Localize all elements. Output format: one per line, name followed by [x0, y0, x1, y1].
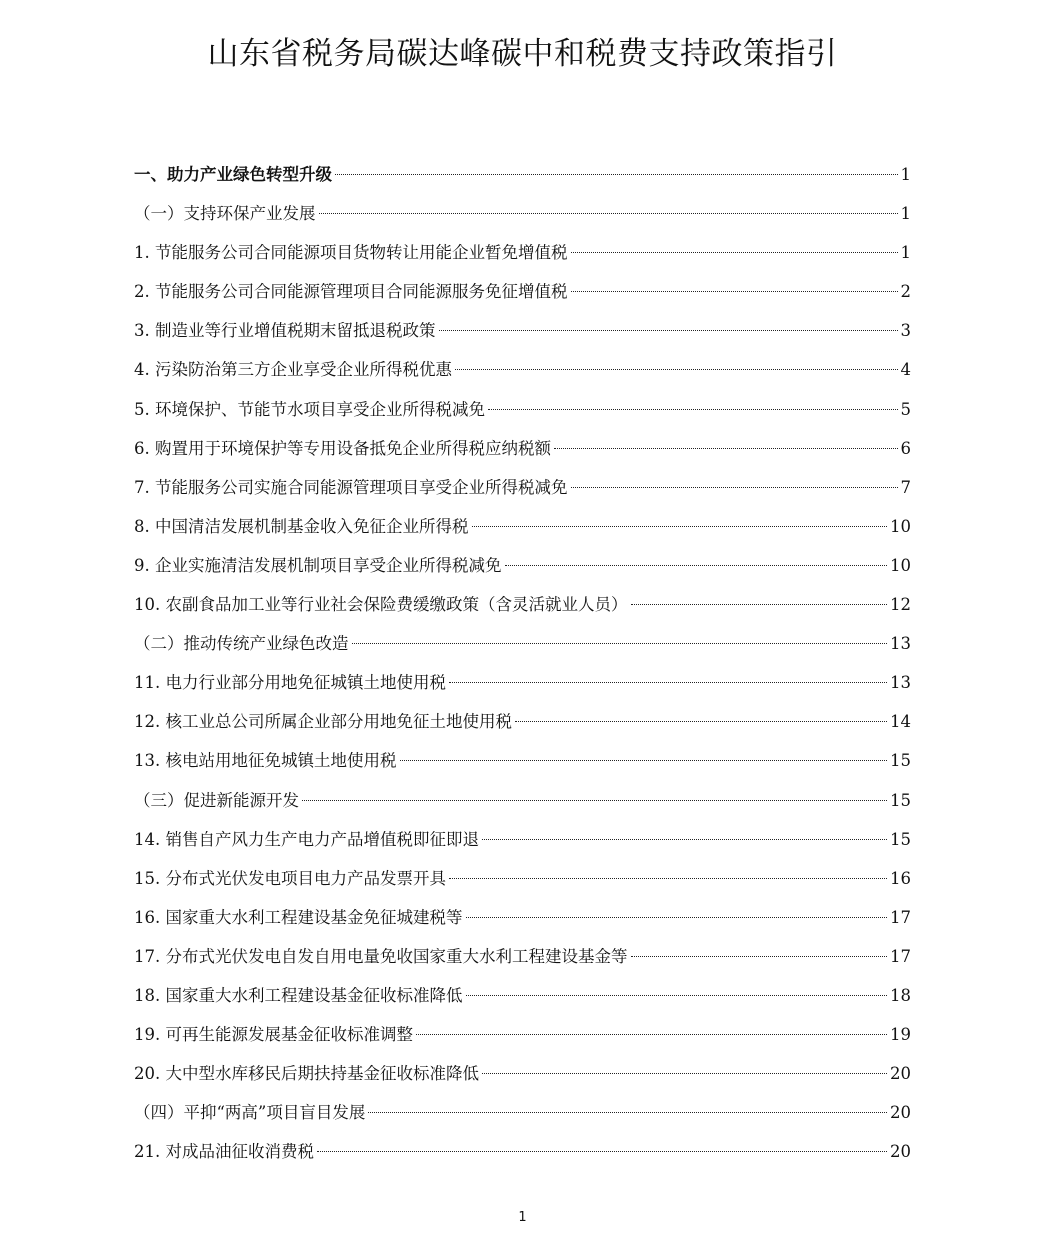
- toc-entry-text: （一）支持环保产业发展: [134, 204, 316, 224]
- toc-entry-text: 7. 节能服务公司实施合同能源管理项目享受企业所得税减免: [134, 477, 568, 497]
- toc-entry[interactable]: [134, 429, 911, 468]
- toc-entry-page: 20: [890, 1103, 911, 1123]
- dot-leader: [416, 1034, 887, 1035]
- toc-entry-text: 5. 环境保护、节能节水项目享受企业所得税减免: [134, 399, 485, 419]
- toc-entry[interactable]: [134, 663, 911, 702]
- toc-entry-text: 14. 销售自产风力生产电力产品增值税即征即退: [134, 829, 479, 849]
- toc-entry-text: 13. 核电站用地征免城镇土地使用税: [134, 751, 397, 771]
- dot-leader: [400, 760, 888, 761]
- toc-entry[interactable]: [134, 859, 911, 898]
- toc-entry-text: 15. 分布式光伏发电项目电力产品发票开具: [134, 868, 446, 888]
- toc-entry-text: （三）促进新能源开发: [134, 790, 299, 810]
- toc-entry-page: 1: [900, 243, 911, 263]
- toc-entry-page: 13: [890, 673, 911, 693]
- toc-entry[interactable]: [134, 233, 911, 272]
- toc-entry[interactable]: [134, 585, 911, 624]
- toc-entry[interactable]: [134, 546, 911, 585]
- dot-leader: [439, 330, 898, 331]
- toc-entry-page: 10: [890, 555, 911, 575]
- toc-entry-page: 14: [890, 712, 911, 732]
- toc-entry-page: 1: [900, 204, 911, 224]
- toc-entry[interactable]: [134, 937, 911, 976]
- dot-leader: [631, 956, 888, 957]
- toc-entry-page: 13: [890, 634, 911, 654]
- toc-entry-text: 16. 国家重大水利工程建设基金免征城建税等: [134, 907, 463, 927]
- toc-entry[interactable]: [134, 468, 911, 507]
- toc-entry[interactable]: [134, 624, 911, 663]
- toc-entry-page: 20: [890, 1064, 911, 1084]
- dot-leader: [505, 565, 888, 566]
- toc-entry[interactable]: [134, 781, 911, 820]
- toc-entry-page: 10: [890, 516, 911, 536]
- toc-entry-page: 4: [900, 360, 911, 380]
- dot-leader: [488, 409, 898, 410]
- toc-entry-text: 8. 中国清洁发展机制基金收入免征企业所得税: [134, 516, 469, 536]
- dot-leader: [352, 643, 888, 644]
- table-of-contents: [134, 155, 911, 1171]
- dot-leader: [449, 682, 887, 683]
- toc-entry-text: 一、助力产业绿色转型升级: [134, 165, 332, 184]
- toc-entry-page: 15: [890, 790, 911, 810]
- toc-entry-text: 3. 制造业等行业增值税期末留抵退税政策: [134, 321, 436, 341]
- dot-leader: [571, 252, 898, 253]
- dot-leader: [472, 526, 888, 527]
- toc-entry-text: （二）推动传统产业绿色改造: [134, 634, 349, 654]
- toc-entry[interactable]: [134, 194, 911, 233]
- toc-entry[interactable]: [134, 820, 911, 859]
- dot-leader: [455, 369, 898, 370]
- dot-leader: [319, 213, 898, 214]
- toc-entry-page: 15: [890, 751, 911, 771]
- dot-leader: [554, 448, 898, 449]
- toc-entry[interactable]: [134, 272, 911, 311]
- toc-entry-text: 19. 可再生能源发展基金征收标准调整: [134, 1025, 413, 1045]
- document-title: 山东省税务局碳达峰碳中和税费支持政策指引: [207, 36, 838, 72]
- toc-entry-text: 4. 污染防治第三方企业享受企业所得税优惠: [134, 360, 452, 380]
- toc-entry-page: 6: [900, 438, 911, 458]
- toc-entry-text: 21. 对成品油征收消费税: [134, 1142, 314, 1162]
- toc-entry-text: 18. 国家重大水利工程建设基金征收标准降低: [134, 985, 463, 1005]
- page-number: 1: [518, 1210, 527, 1225]
- dot-leader: [335, 174, 898, 175]
- toc-entry-text: （四）平抑“两高”项目盲目发展: [134, 1103, 366, 1123]
- toc-entry[interactable]: [134, 350, 911, 389]
- dot-leader: [571, 291, 898, 292]
- dot-leader: [482, 1073, 887, 1074]
- toc-entry[interactable]: [134, 507, 911, 546]
- toc-entry[interactable]: [134, 741, 911, 780]
- toc-entry-page: 18: [890, 985, 911, 1005]
- toc-entry[interactable]: [134, 311, 911, 350]
- toc-entry-page: 20: [890, 1142, 911, 1162]
- toc-entry-page: 5: [900, 399, 911, 419]
- dot-leader: [466, 917, 888, 918]
- toc-entry[interactable]: [134, 390, 911, 429]
- toc-entry-page: 7: [900, 477, 911, 497]
- toc-entry[interactable]: [134, 1132, 911, 1171]
- toc-entry[interactable]: [134, 976, 911, 1015]
- toc-entry-text: 12. 核工业总公司所属企业部分用地免征土地使用税: [134, 712, 512, 732]
- toc-entry-page: 17: [890, 946, 911, 966]
- toc-entry[interactable]: [134, 1093, 911, 1132]
- toc-entry-page: 3: [900, 321, 911, 341]
- toc-entry-text: 1. 节能服务公司合同能源项目货物转让用能企业暂免增值税: [134, 243, 568, 263]
- dot-leader: [368, 1112, 887, 1113]
- dot-leader: [449, 878, 887, 879]
- toc-entry[interactable]: [134, 1015, 911, 1054]
- toc-entry-page: 15: [890, 829, 911, 849]
- toc-entry-text: 9. 企业实施清洁发展机制项目享受企业所得税减免: [134, 555, 502, 575]
- dot-leader: [571, 487, 898, 488]
- dot-leader: [302, 800, 887, 801]
- toc-entry-page: 16: [890, 868, 911, 888]
- toc-entry[interactable]: [134, 898, 911, 937]
- dot-leader: [466, 995, 888, 996]
- toc-entry-page: 19: [890, 1025, 911, 1045]
- toc-entry-text: 2. 节能服务公司合同能源管理项目合同能源服务免征增值税: [134, 282, 568, 302]
- dot-leader: [317, 1151, 887, 1152]
- toc-entry-page: 1: [900, 165, 911, 184]
- dot-leader: [631, 604, 888, 605]
- toc-entry-text: 10. 农副食品加工业等行业社会保险费缓缴政策（含灵活就业人员）: [134, 595, 628, 615]
- toc-entry-page: 17: [890, 907, 911, 927]
- dot-leader: [482, 839, 887, 840]
- toc-entry-text: 6. 购置用于环境保护等专用设备抵免企业所得税应纳税额: [134, 438, 551, 458]
- toc-entry-text: 11. 电力行业部分用地免征城镇土地使用税: [134, 673, 446, 693]
- toc-entry[interactable]: [134, 702, 911, 741]
- toc-entry[interactable]: [134, 155, 911, 194]
- toc-entry-page: 2: [900, 282, 911, 302]
- toc-entry-text: 17. 分布式光伏发电自发自用电量免收国家重大水利工程建设基金等: [134, 946, 628, 966]
- dot-leader: [515, 721, 887, 722]
- toc-entry-text: 20. 大中型水库移民后期扶持基金征收标准降低: [134, 1064, 479, 1084]
- toc-entry[interactable]: [134, 1054, 911, 1093]
- toc-entry-page: 12: [890, 595, 911, 615]
